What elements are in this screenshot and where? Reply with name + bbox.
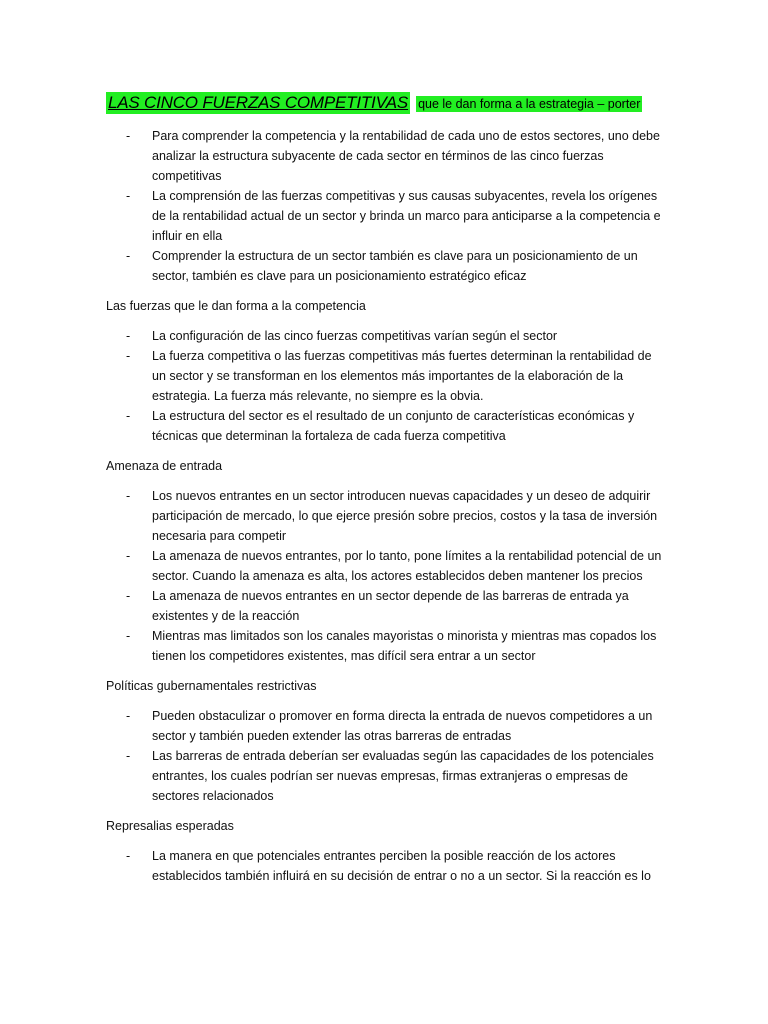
section-heading: Políticas gubernamentales restrictivas bbox=[106, 679, 317, 693]
list-item-text: Comprender la estructura de un sector también es clave para un posicionamiento de un sector, también es clave para un posicionamiento estratégico eficaz bbox=[152, 249, 638, 283]
intro-bullet-list bbox=[106, 126, 666, 286]
list-item bbox=[106, 346, 666, 406]
list-item-text: La amenaza de nuevos entrantes, por lo tanto, pone límites a la rentabilidad potencial de un sector. Cuando la amenaza es alta, los actores establecidos deben mantener los precios bbox=[152, 549, 662, 583]
list-item bbox=[106, 326, 666, 346]
list-item bbox=[106, 626, 666, 666]
list-item bbox=[106, 546, 666, 586]
section-bullet-list bbox=[106, 486, 666, 666]
document-content bbox=[106, 92, 666, 896]
section-politicas bbox=[106, 676, 666, 806]
list-item-text: Mientras mas limitados son los canales mayoristas o minorista y mientras mas copados los tienen los competidores existentes, mas difícil sera entrar a un sector bbox=[152, 629, 657, 663]
list-item-text: La configuración de las cinco fuerzas competitivas varían según el sector bbox=[152, 329, 558, 343]
list-item-text: La amenaza de nuevos entrantes en un sector depende de las barreras de entrada ya existentes y de la reacción bbox=[152, 589, 629, 623]
bullet-dash: - bbox=[126, 409, 131, 423]
list-item-text: Las barreras de entrada deberían ser evaluadas según las capacidades de los potenciales entrantes, los cuales podrían ser nuevas empresas, firmas extranjeras o empresas de sectores relacionados bbox=[152, 749, 654, 803]
list-item-text: La fuerza competitiva o las fuerzas competitivas más fuertes determinan la rentabilidad de un sector y se transforman en los elementos más importantes de la elaboración de la estrategia. La fuerza más relevante, no siempre es la obvia. bbox=[152, 349, 652, 403]
list-item bbox=[106, 246, 666, 286]
title-subtitle: que le dan forma a la estrategia – porter bbox=[418, 97, 641, 111]
section-heading: Las fuerzas que le dan forma a la competencia bbox=[106, 299, 366, 313]
bullet-dash: - bbox=[126, 349, 131, 363]
list-item bbox=[106, 406, 666, 446]
list-item-text: La manera en que potenciales entrantes perciben la posible reacción de los actores establecidos también influirá en su decisión de entrar o no a un sector. Si la reacción es lo bbox=[152, 849, 651, 883]
section-represalias bbox=[106, 816, 666, 886]
list-item bbox=[106, 586, 666, 626]
list-item bbox=[106, 126, 666, 186]
bullet-dash: - bbox=[126, 329, 131, 343]
section-heading: Amenaza de entrada bbox=[106, 459, 223, 473]
bullet-dash: - bbox=[126, 709, 131, 723]
section-heading: Represalias esperadas bbox=[106, 819, 234, 833]
bullet-dash: - bbox=[126, 629, 131, 643]
document-title bbox=[106, 92, 666, 114]
list-item bbox=[106, 706, 666, 746]
list-item-text: Para comprender la competencia y la rentabilidad de cada uno de estos sectores, uno debe analizar la estructura subyacente de cada sector en términos de las cinco fuerzas competitivas bbox=[152, 129, 660, 183]
bullet-dash: - bbox=[126, 129, 131, 143]
bullet-dash: - bbox=[126, 749, 131, 763]
bullet-dash: - bbox=[126, 549, 131, 563]
bullet-dash: - bbox=[126, 489, 131, 503]
bullet-dash: - bbox=[126, 849, 131, 863]
section-fuerzas bbox=[106, 296, 666, 446]
list-item-text: Pueden obstaculizar o promover en forma directa la entrada de nuevos competidores a un sector y también pueden extender las otras barreras de entradas bbox=[152, 709, 653, 743]
list-item bbox=[106, 846, 666, 886]
section-amenaza-entrada bbox=[106, 456, 666, 666]
list-item bbox=[106, 186, 666, 246]
bullet-dash: - bbox=[126, 589, 131, 603]
bullet-dash: - bbox=[126, 249, 131, 263]
list-item-text: La comprensión de las fuerzas competitivas y sus causas subyacentes, revela los orígenes de la rentabilidad actual de un sector y brinda un marco para anticiparse a la competencia e influir en ella bbox=[152, 189, 661, 243]
section-bullet-list bbox=[106, 706, 666, 806]
title-main: LAS CINCO FUERZAS COMPETITIVAS bbox=[108, 93, 409, 112]
bullet-dash: - bbox=[126, 189, 131, 203]
list-item-text: Los nuevos entrantes en un sector introducen nuevas capacidades y un deseo de adquirir participación de mercado, lo que ejerce presión sobre precios, costos y la tasa de inversión necesaria para competir bbox=[152, 489, 658, 543]
section-bullet-list bbox=[106, 326, 666, 446]
list-item bbox=[106, 486, 666, 546]
list-item bbox=[106, 746, 666, 806]
list-item-text: La estructura del sector es el resultado de un conjunto de características económicas y técnicas que determinan la fortaleza de cada fuerza competitiva bbox=[152, 409, 635, 443]
section-bullet-list bbox=[106, 846, 666, 886]
